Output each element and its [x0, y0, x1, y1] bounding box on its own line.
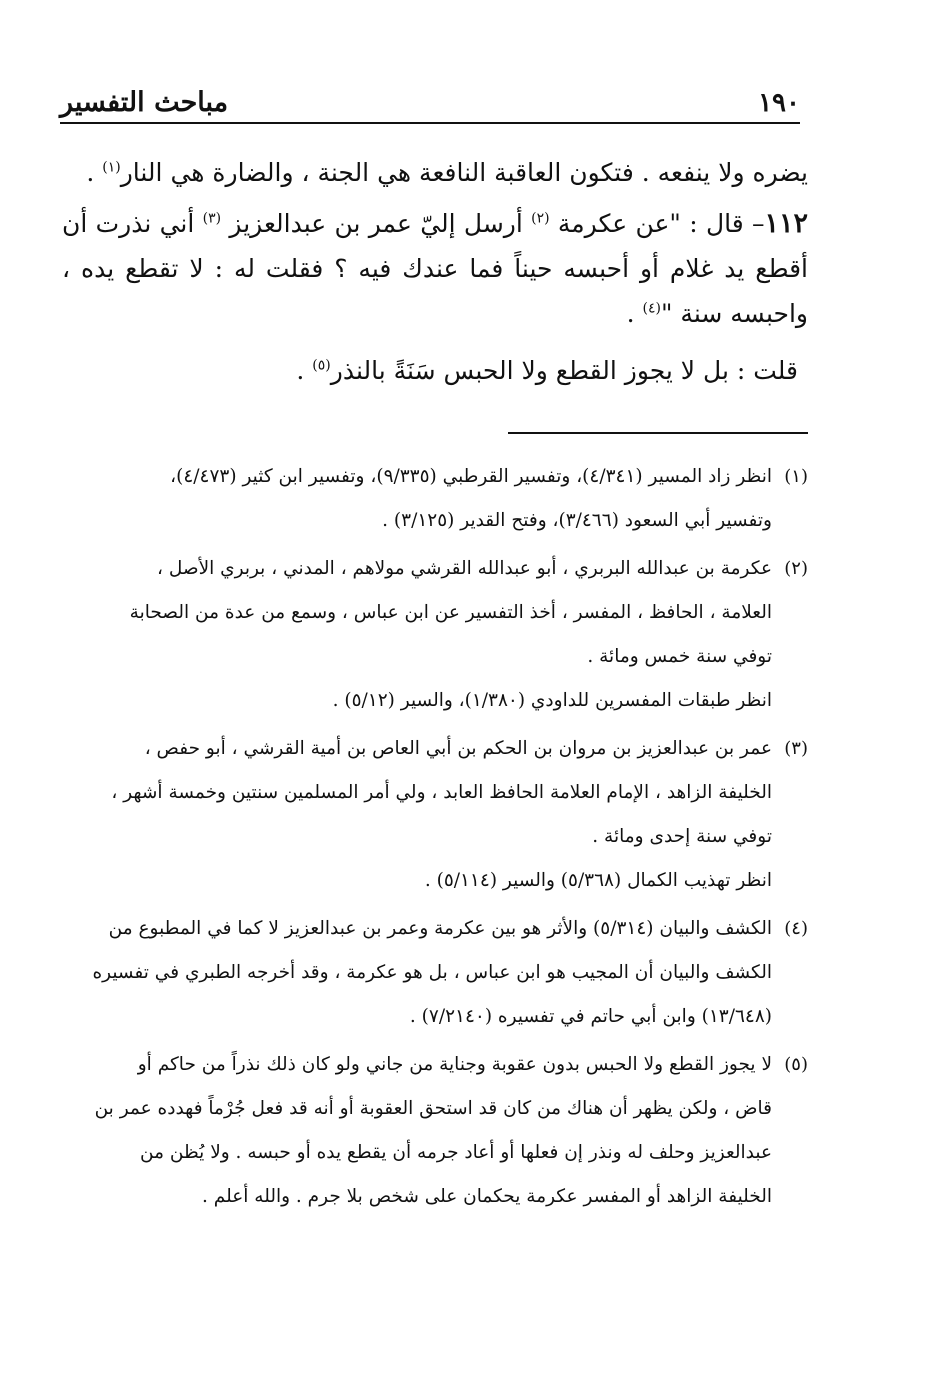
conclusion-paragraph	[62, 348, 808, 393]
intro-paragraph	[62, 150, 808, 195]
footnotes	[62, 455, 808, 1223]
footnote-2	[62, 547, 808, 723]
footnote-line: الكشف والبيان أن المجيب هو ابن عباس ، بل هو عكرمة ، وقد أخرجه الطبري في تفسيره	[92, 962, 772, 983]
footnote-line: الخليفة الزاهد أو المفسر عكرمة يحكمان على شخص بلا جرم . والله أعلم .	[202, 1186, 772, 1207]
footnote-line: توفي سنة إحدى ومائة .	[592, 826, 772, 847]
quote-end: .	[626, 299, 643, 328]
footnote-ref-4: (٤)	[642, 300, 661, 317]
footnote-line: العلامة ، الحافظ ، المفسر ، أخذ التفسير عن ابن عباس ، وسمع من عدة من الصحابة	[129, 602, 772, 623]
quote-part-a: قال : "عن عكرمة	[549, 209, 744, 238]
main-text	[62, 150, 808, 393]
page-header	[60, 82, 800, 124]
conclusion-text: قلت : بل لا يجوز القطع ولا الحبس سَنَةً بالنذر	[330, 356, 798, 385]
paragraph-112	[62, 201, 808, 336]
footnote-line: انظر طبقات المفسرين للداودي (١/٣٨٠)، والسير (٥/١٢) .	[332, 690, 772, 711]
footnote-line: عمر بن عبدالعزيز بن مروان بن الحكم بن أبي العاص بن أمية القرشي ، أبو حفص ،	[144, 738, 772, 759]
footnote-5	[62, 1043, 808, 1219]
footnote-marker: (٥)	[784, 1054, 808, 1075]
footnote-marker: (١)	[784, 466, 808, 487]
item-dash: –	[743, 209, 765, 238]
footnote-marker: (٤)	[784, 918, 808, 939]
footnote-line: انظر زاد المسير (٤/٣٤١)، وتفسير القرطبي (٩/٣٣٥)، وتفسير ابن كثير (٤/٤٧٣)،	[170, 466, 772, 487]
footnote-ref-3: (٣)	[202, 210, 222, 227]
footnote-ref-1: (١)	[102, 159, 121, 176]
footnote-line: لا يجوز القطع ولا الحبس بدون عقوبة وجناية من جاني ولو كان ذلك نذراً من حاكم أو	[137, 1054, 772, 1075]
quote-part-b: أرسل إليّ عمر بن عبدالعزيز	[221, 209, 532, 238]
footnote-line: انظر تهذيب الكمال (٥/٣٦٨) والسير (٥/١١٤) .	[424, 870, 772, 891]
item-number: ١١٢	[764, 208, 809, 239]
footnote-line: الكشف والبيان (٥/٣١٤) والأثر هو بين عكرمة وعمر بن عبدالعزيز لا كما في المطبوع من	[108, 918, 772, 939]
footnote-4	[62, 907, 808, 1039]
footnote-line: توفي سنة خمس ومائة .	[587, 646, 772, 667]
footnote-separator	[508, 432, 808, 434]
footnote-marker: (٢)	[784, 558, 808, 579]
footnote-ref-2: (٢)	[531, 210, 550, 227]
footnote-line: (١٣/٦٤٨) وابن أبي حاتم في تفسيره (٧/٢١٤٠) .	[409, 1006, 772, 1027]
footnote-line: قاض ، ولكن يظهر أن هناك من كان قد استحق العقوبة أو أنه قد فعل جُرْماً فهدده عمر بن	[94, 1098, 772, 1119]
footnote-1	[62, 455, 808, 543]
conclusion-end: .	[296, 356, 313, 385]
running-title: مباحث التفسير	[60, 87, 229, 118]
page-number: ١٩٠	[758, 88, 800, 118]
footnote-line: عبدالعزيز وحلف له ونذر إن فعلها أو أعاد جرمه أن يقطع يده أو حبسه . ولا يُظن من	[140, 1142, 772, 1163]
quote-part-c: أني نذرت أن أقطع يد غلام أو أحبسه حيناً فما عندك فيه ؟ فقلت له : لا تقطع يده ، واحبسه سنة "	[62, 209, 808, 328]
footnote-line: عكرمة بن عبدالله البربري ، أبو عبدالله القرشي مولاهم ، المدني ، بربري الأصل ،	[157, 558, 772, 579]
footnote-3	[62, 727, 808, 903]
intro-text: يضره ولا ينفعه . فتكون العاقبة النافعة هي الجنة ، والضارة هي النار	[120, 158, 808, 187]
intro-end: .	[86, 158, 103, 187]
footnote-ref-5: (٥)	[312, 357, 331, 374]
footnote-marker: (٣)	[784, 738, 808, 759]
footnote-line: الخليفة الزاهد ، الإمام العلامة الحافظ العابد ، ولي أمر المسلمين سنتين وخمسة أشهر ،	[111, 782, 772, 803]
footnote-line: وتفسير أبي السعود (٣/٤٦٦)، وفتح القدير (٣/١٢٥) .	[382, 510, 772, 531]
